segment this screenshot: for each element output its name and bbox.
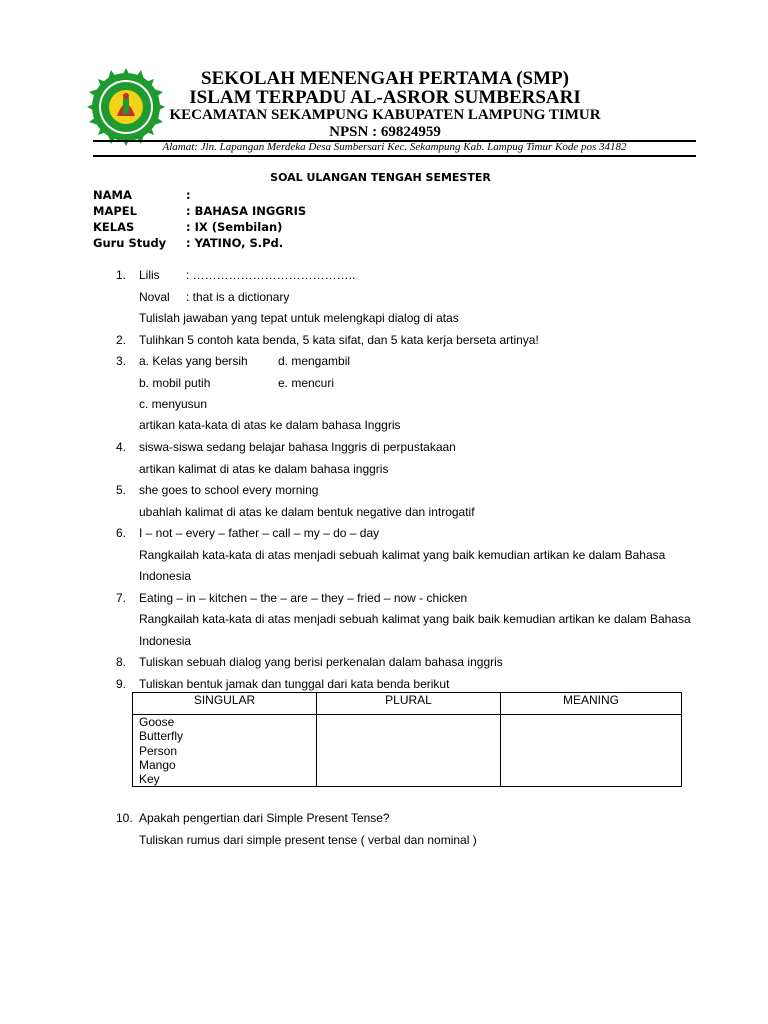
question-instruction: Rangkailah kata-kata di atas menjadi sebuah kalimat yang baik baik kemudian artikan ke dalam Bahasa [139,612,691,626]
question-instruction: Tuliskan rumus dari simple present tense ( verbal dan nominal ) [139,833,477,847]
question-number: 5. [116,483,127,497]
dialog-speaker: Lilis [139,268,160,282]
school-npsn: NPSN : 69824959 [329,124,441,140]
meaning-cell[interactable] [501,715,682,787]
question-instruction: Rangkailah kata-kata di atas menjadi sebuah kalimat yang baik kemudian artikan ke dalam Bahasa [139,548,666,562]
question-number: 8. [116,655,127,669]
singular-word: Goose [139,715,175,729]
question-text: she goes to school every morning [139,483,319,497]
question-number: 9. [116,677,127,691]
question-text: Tulihkan 5 contoh kata benda, 5 kata sifat, dan 5 kata kerja berseta artinya! [139,333,539,347]
column-header-meaning: MEANING [501,693,682,715]
identity-label: Guru Study [93,236,167,250]
option-a: a. Kelas yang bersih [139,354,248,368]
identity-label: KELAS [93,220,135,234]
question-number: 1. [116,268,127,282]
option-d: d. mengambil [278,354,351,368]
identity-value: : [186,188,191,202]
school-name: ISLAM TERPADU AL-ASROR SUMBERSARI [189,87,581,108]
identity-value: : BAHASA INGGRIS [186,204,307,218]
question-number: 3. [116,354,127,368]
dialog-speaker: Noval [139,290,170,304]
question-instruction: Tulislah jawaban yang tepat untuk melengkapi dialog di atas [139,311,459,325]
question-instruction: ubahlah kalimat di atas ke dalam bentuk negative dan introgatif [139,505,475,519]
column-header-plural: PLURAL [317,693,501,715]
singular-word: Butterfly [139,729,184,744]
question-text: Apakah pengertian dari Simple Present Tense? [139,811,390,825]
question-number: 10. [116,811,133,825]
question-instruction-cont: Indonesia [139,569,192,583]
school-type: SEKOLAH MENENGAH PERTAMA (SMP) [201,68,569,89]
school-address: Alamat: Jln. Lapangan Merdeka Desa Sumbersari Kec. Sekampung Kab. Lampug Timur Kode pos 34182 [162,141,627,153]
option-b: b. mobil putih [139,376,211,390]
option-c: c. menyusun [139,397,208,411]
question-number: 7. [116,591,127,605]
question-instruction-cont: Indonesia [139,634,192,648]
question-instruction: artikan kata-kata di atas ke dalam bahasa Inggris [139,418,401,432]
school-district: KECAMATAN SEKAMPUNG KABUPATEN LAMPUNG TIMUR [169,107,601,123]
dialog-line: : that is a dictionary [186,290,290,304]
question-text: siswa-siswa sedang belajar bahasa Inggris di perpustakaan [139,440,456,454]
identity-value: : YATINO, S.Pd. [186,236,284,250]
question-number: 6. [116,526,127,540]
singular-word: Person [139,743,178,758]
table-header-row [133,693,682,715]
singular-cell [133,715,317,787]
singular-word: Key [139,772,160,787]
option-e: e. mencuri [278,376,335,390]
question-number: 2. [116,333,127,347]
exam-title: SOAL ULANGAN TENGAH SEMESTER [270,171,491,184]
singular-word: Mango [139,757,176,772]
identity-value: : IX (Sembilan) [186,220,283,234]
header-rule-bottom [93,155,696,157]
noun-table [132,692,682,787]
question-text: Tuliskan bentuk jamak dan tunggal dari kata benda berikut [139,677,450,691]
identity-label: MAPEL [93,204,137,218]
plural-cell[interactable] [317,715,501,787]
question-text: Tuliskan sebuah dialog yang berisi perkenalan dalam bahasa inggris [139,655,503,669]
table-row [133,715,682,787]
identity-label: NAMA [93,188,132,202]
dialog-line: : ………………………………….. [186,268,356,282]
question-text: I – not – every – father – call – my – do – day [139,526,380,540]
question-number: 4. [116,440,127,454]
column-header-singular: SINGULAR [133,693,317,715]
question-instruction: artikan kalimat di atas ke dalam bahasa inggris [139,462,389,476]
question-text: Eating – in – kitchen – the – are – they – fried – now - chicken [139,591,468,605]
